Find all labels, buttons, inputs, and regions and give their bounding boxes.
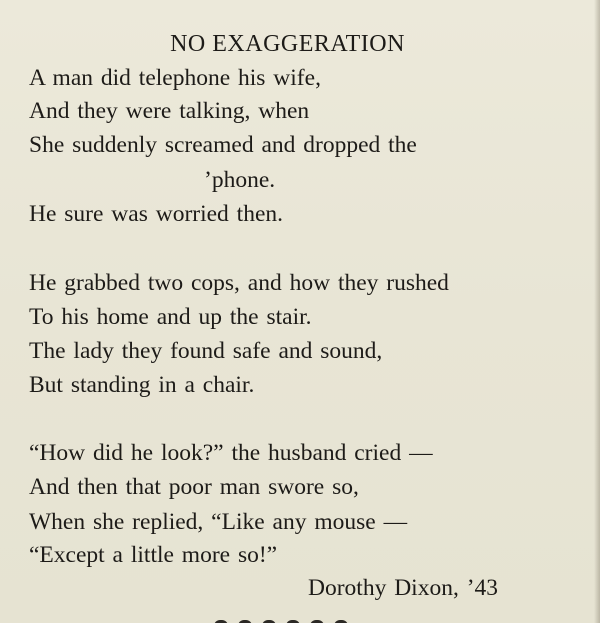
poem-title: NO EXAGGERATION <box>170 31 405 57</box>
poem-line: She suddenly screamed and dropped the <box>29 132 417 158</box>
poem-line: But standing in a chair. <box>29 372 255 398</box>
poem-line: “Except a little more so!” <box>29 542 278 568</box>
poem-line: To his home and up the stair. <box>29 304 312 330</box>
poem-line: And then that poor man swore so, <box>29 474 359 500</box>
poem-line: When she replied, “Like any mouse — <box>29 509 408 535</box>
poem-author: Dorothy Dixon, ’43 <box>308 575 499 601</box>
poem-line: He grabbed two cops, and how they rushed <box>29 270 449 296</box>
cutoff-text-fragment <box>214 615 374 623</box>
poem-line-continuation: ’phone. <box>204 167 276 193</box>
poem-line: And they were talking, when <box>29 98 310 124</box>
poem-line: “How did he look?” the husband cried — <box>29 440 433 466</box>
poem-line: A man did telephone his wife, <box>29 65 321 91</box>
poem-line: He sure was worried then. <box>29 201 284 227</box>
page-edge-shadow <box>594 0 600 623</box>
poem-line: The lady they found safe and sound, <box>29 338 383 364</box>
